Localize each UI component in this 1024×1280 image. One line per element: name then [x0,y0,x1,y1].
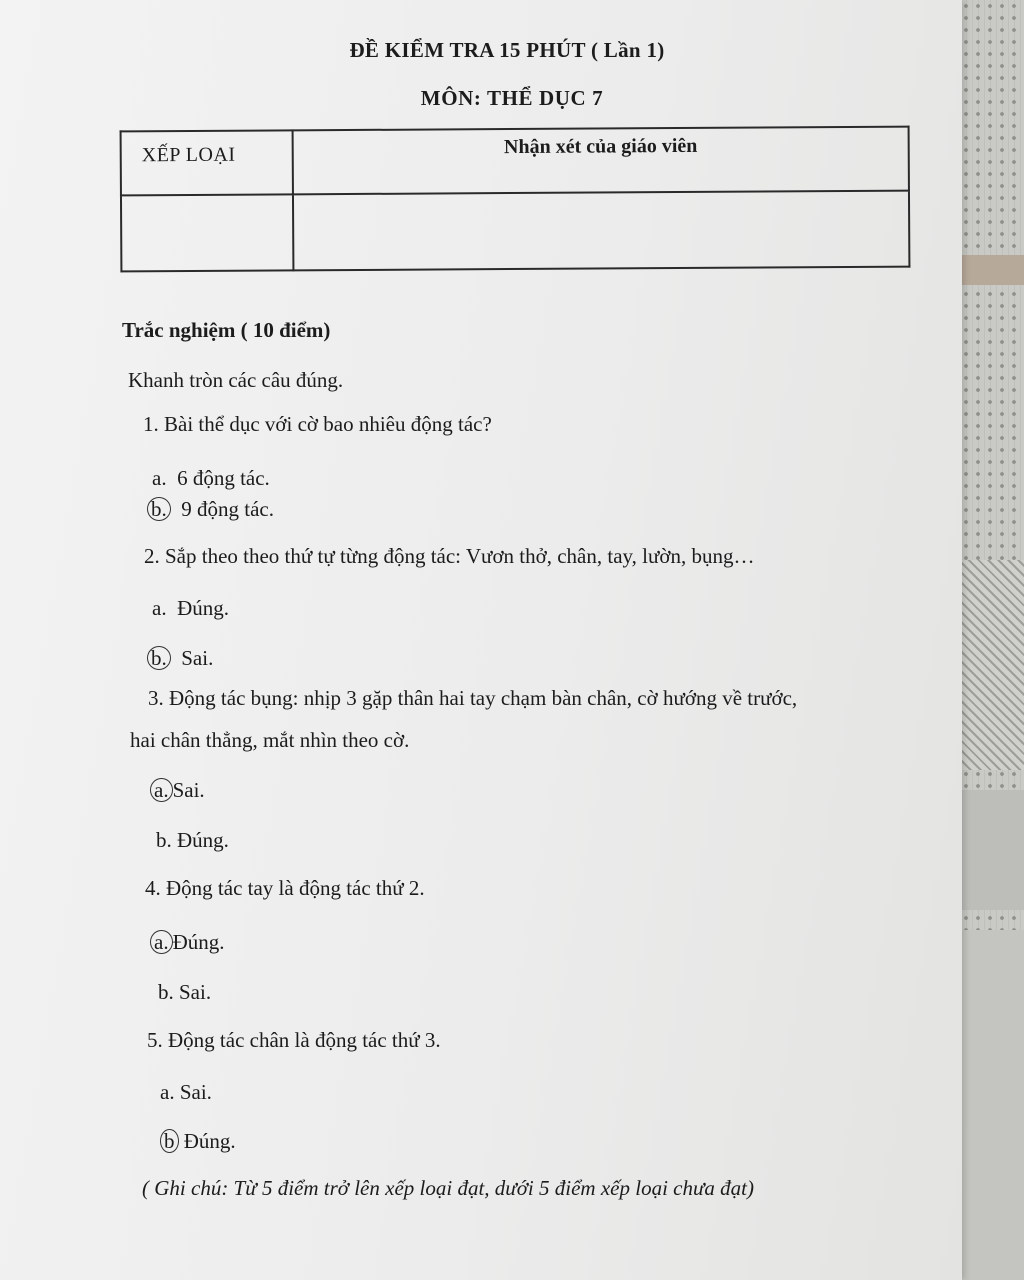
question-1: 1. Bài thể dục với cờ bao nhiêu động tác? [143,412,492,436]
option-1b [147,497,274,522]
footer-note: ( Ghi chú: Từ 5 điểm trở lên xếp loại đạt, dưới 5 điểm xếp loại chưa đạt) [142,1176,755,1200]
option-text: 6 động tác. [177,466,270,490]
circled-answer: a. [150,778,173,802]
circled-answer: b [160,1129,179,1153]
section-title: Trắc nghiệm ( 10 điểm) [122,318,331,342]
option-text: Đúng. [177,828,229,852]
option-text: Đúng. [177,596,229,620]
option-5b [160,1129,236,1154]
option-4b [158,980,211,1005]
option-letter: a. [152,466,167,490]
question-3: 3. Động tác bụng: nhịp 3 gặp thân hai tay chạm bàn chân, cờ hướng về trước, [148,686,798,710]
question-5: 5. Động tác chân là động tác thứ 3. [147,1028,441,1052]
option-text: Đúng. [183,1129,236,1153]
exam-subject: MÔN: THỂ DỤC 7 [420,86,604,110]
option-1a [152,466,270,491]
option-text: Sai. [172,778,205,802]
question-4: 4. Động tác tay là động tác thứ 2. [145,876,425,900]
grade-cell [121,194,293,271]
option-letter: a. [160,1080,175,1104]
option-text: Sai. [179,1080,212,1104]
circled-answer: a. [150,930,173,954]
option-letter: a. [152,596,167,620]
circled-answer: b. [147,646,171,670]
option-3b [156,828,229,853]
teacher-comment-header: Nhận xét của giáo viên [293,127,909,195]
option-3a [150,778,205,803]
circled-answer: b. [147,497,171,521]
question-3-cont: hai chân thẳng, mắt nhìn theo cờ. [130,728,410,752]
option-5a [160,1080,212,1105]
option-4a [150,930,225,955]
option-letter: b. [156,828,172,852]
option-text: Đúng. [172,930,225,954]
exam-title: ĐỀ KIỂM TRA 15 PHÚT ( Lần 1) [349,38,665,62]
option-text: Sai. [179,980,212,1004]
option-text: Sai. [181,646,214,670]
question-2: 2. Sắp theo theo thứ tự từng động tác: Vươn thở, chân, tay, lườn, bụng… [144,544,755,568]
option-letter: b. [158,980,174,1004]
option-2b [147,646,213,671]
option-text: 9 động tác. [181,497,274,521]
teacher-comment-cell [293,191,909,271]
instruction: Khanh tròn các câu đúng. [128,368,344,392]
grade-table [120,126,911,273]
option-2a [152,596,229,621]
grade-header: XẾP LOẠI [121,130,293,195]
